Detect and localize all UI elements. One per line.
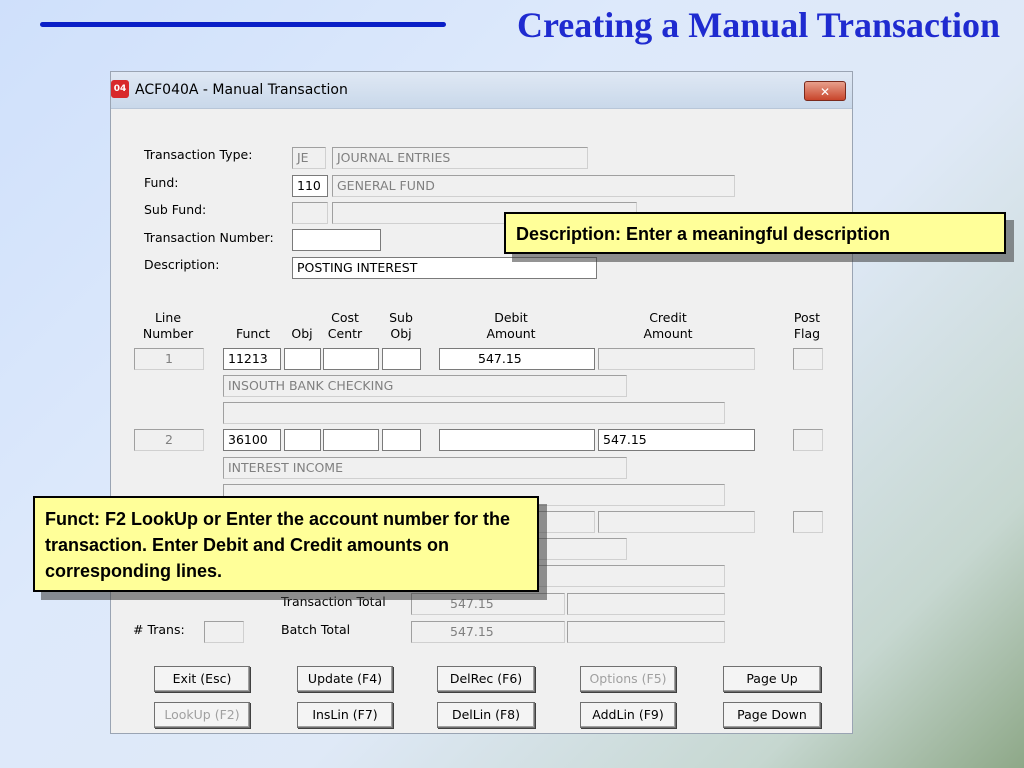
title-rule [40,22,446,27]
fund-code-input[interactable]: 110 [292,175,328,197]
trans-count-label: # Trans: [133,622,185,637]
line-number: 2 [134,429,204,451]
window-titlebar[interactable] [111,72,852,109]
funct-input[interactable]: 11213 [223,348,281,370]
post-flag[interactable] [793,429,823,451]
line-memo [223,402,725,424]
slide-title: Creating a Manual Transaction [516,5,1000,45]
transaction-type-name: JOURNAL ENTRIES [332,147,588,169]
transaction-number-label: Transaction Number: [144,230,274,245]
post-flag[interactable] [793,348,823,370]
obj-input[interactable] [284,348,321,370]
trans-count-field [204,621,244,643]
debit-amount-input[interactable] [439,429,595,451]
close-button[interactable]: ✕ [804,81,846,101]
sub-obj-input[interactable] [382,348,421,370]
description-label: Description: [144,257,220,272]
transaction-type-label: Transaction Type: [144,147,253,162]
col-funct: Funct [235,326,271,341]
delrec-button[interactable]: DelRec (F6) [437,666,535,692]
debit-amount-input[interactable]: 547.15 [439,348,595,370]
window-title: ACF040A - Manual Transaction [135,82,348,98]
description-callout: Description: Enter a meaningful description [504,212,1006,254]
fund-label: Fund: [144,175,179,190]
transaction-number-input[interactable] [292,229,381,251]
sub-fund-code[interactable] [292,202,328,224]
credit-amount-input[interactable] [598,511,755,533]
cost-centr-input[interactable] [323,348,379,370]
inslin-button[interactable]: InsLin (F7) [297,702,393,728]
page-up-button[interactable]: Page Up [723,666,821,692]
transaction-total-debit: 547.15 [411,593,565,615]
obj-input[interactable] [284,429,321,451]
col-sub-obj: Sub Obj [389,310,413,341]
batch-total-credit [567,621,725,643]
col-cost-centr: Cost Centr [327,310,363,341]
exit-button[interactable]: Exit (Esc) [154,666,250,692]
credit-amount-input[interactable]: 547.15 [598,429,755,451]
col-credit-amount: Credit Amount [643,310,693,341]
description-input[interactable]: POSTING INTEREST [292,257,597,279]
batch-total-debit: 547.15 [411,621,565,643]
options-button[interactable]: Options (F5) [580,666,676,692]
update-button[interactable]: Update (F4) [297,666,393,692]
cost-centr-input[interactable] [323,429,379,451]
post-flag[interactable] [793,511,823,533]
funct-callout: Funct: F2 LookUp or Enter the account number for the transaction. Enter Debit and Credit amounts on corresponding lines. [33,496,539,592]
account-description: INTEREST INCOME [223,457,627,479]
sub-fund-label: Sub Fund: [144,202,207,217]
credit-amount-input[interactable] [598,348,755,370]
col-obj: Obj [291,326,313,341]
batch-total-label: Batch Total [281,622,351,637]
manual-transaction-window [110,71,853,734]
funct-input[interactable]: 36100 [223,429,281,451]
lookup-button[interactable]: LookUp (F2) [154,702,250,728]
transaction-total-label: Transaction Total [281,594,386,609]
transaction-type-code[interactable]: JE [292,147,326,169]
fund-name: GENERAL FUND [332,175,735,197]
account-description: INSOUTH BANK CHECKING [223,375,627,397]
dellin-button[interactable]: DelLin (F8) [437,702,535,728]
transaction-total-credit [567,593,725,615]
page-down-button[interactable]: Page Down [723,702,821,728]
line-number: 1 [134,348,204,370]
col-post-flag: Post Flag [793,310,821,341]
col-debit-amount: Debit Amount [486,310,536,341]
col-line-number: Line Number [142,310,194,341]
addlin-button[interactable]: AddLin (F9) [580,702,676,728]
sub-obj-input[interactable] [382,429,421,451]
app-icon: 04 [111,80,129,98]
